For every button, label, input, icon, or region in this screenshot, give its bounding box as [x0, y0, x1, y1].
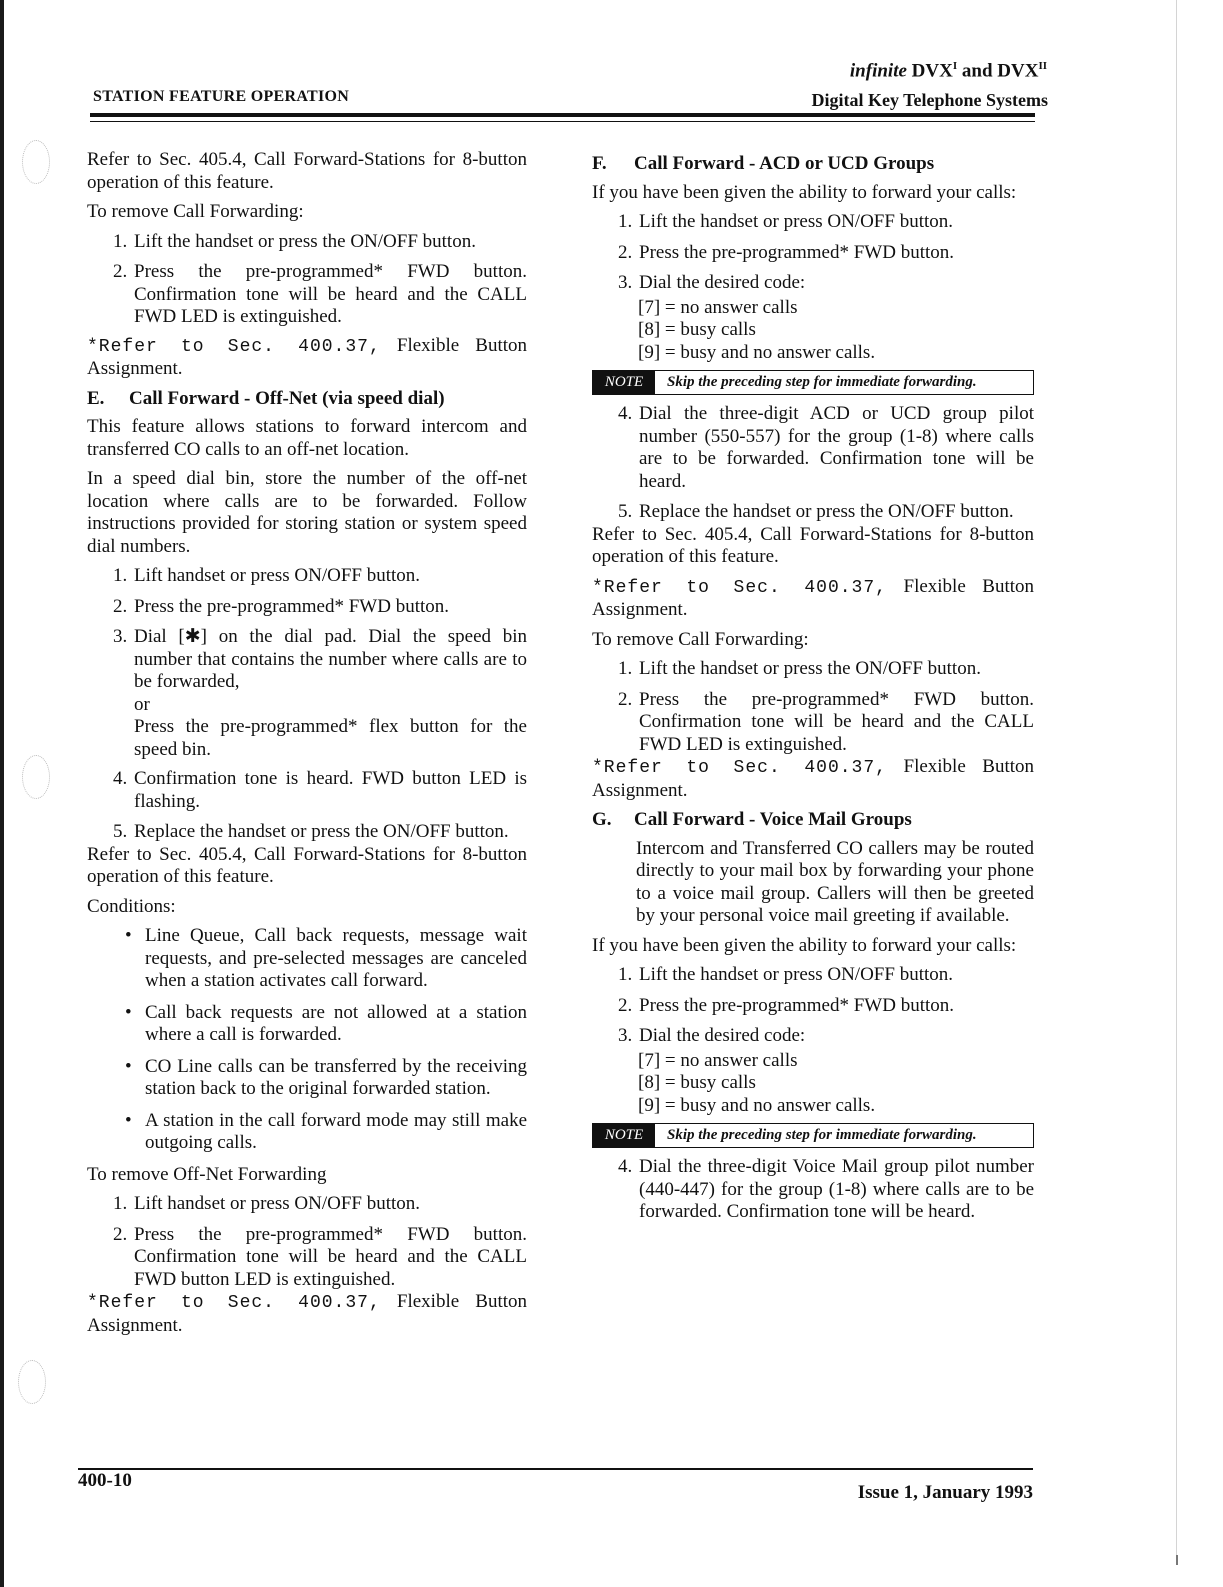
list-item: • Line Queue, Call back requests, message wait requests, and pre-selected messages are canceled when a station activates call forward. — [125, 925, 527, 991]
step-list — [87, 231, 527, 329]
list-item: 4. Dial the three-digit Voice Mail group pilot number (440-447) for the group (1-8) where calls are to be forwarded. Confirmation tone will be heard. — [618, 1156, 1034, 1222]
list-item: 1. Lift the handset or press the ON/OFF button. — [618, 658, 981, 679]
code-item: [7] = no answer calls — [638, 1049, 798, 1071]
or-label: or — [134, 693, 150, 715]
note-box — [592, 1123, 1034, 1148]
list-item: 3. Dial [✱] on the dial pad. Dial the speed bin number that contains the number where calls are to be forwarded, — [113, 626, 527, 692]
remove-heading: To remove Call Forwarding: — [592, 628, 809, 650]
code-item: [7] = no answer calls — [638, 296, 798, 318]
code-list — [592, 297, 1034, 365]
step-list — [87, 565, 527, 694]
paragraph: If you have been given the ability to forward your calls: — [592, 181, 1017, 203]
list-item: 3. Dial the desired code: — [618, 272, 806, 293]
list-item: 2. Press the pre-programmed* FWD button. Confirmation tone will be heard and the CALL FWD LED is extinguished. — [618, 688, 1034, 755]
list-item: 1. Lift the handset or press the ON/OFF button. — [113, 230, 476, 252]
reference-note: *Refer to Sec. 400.37, Flexible Button Assignment. — [592, 575, 1035, 620]
code-item: [8] = busy calls — [638, 319, 756, 340]
paragraph: Refer to Sec. 405.4, Call Forward-Stations for 8-button operation of this feature. — [87, 843, 527, 887]
scan-mark — [1176, 1555, 1178, 1565]
reference-note: *Refer to Sec. 400.37, Flexible Button Assignment. — [87, 334, 528, 379]
step-list — [592, 1156, 1034, 1224]
note-tag: NOTE — [593, 371, 655, 394]
list-item: 1. Lift the handset or press ON/OFF button. — [618, 211, 954, 232]
list-item: 1. Lift handset or press ON/OFF button. — [113, 1193, 421, 1214]
list-item: • A station in the call forward mode may still make outgoing calls. — [125, 1109, 527, 1153]
list-item: 3. Dial the desired code: — [618, 1025, 806, 1046]
code-list — [592, 1050, 1034, 1118]
model-sup-2: II — [1038, 60, 1047, 72]
bullet-icon: • — [125, 1109, 132, 1131]
brand-name: infinite — [849, 60, 907, 82]
paragraph: If you have been given the ability to forward your calls: — [592, 934, 1017, 956]
section-f-heading: F. Call Forward - ACD or UCD Groups — [592, 153, 935, 174]
note-text: Skip the preceding step for immediate forwarding. — [667, 374, 977, 390]
section-e-heading: E. Call Forward - Off-Net (via speed dial) — [87, 387, 445, 409]
product-title — [850, 60, 1047, 82]
step-list — [592, 658, 1034, 756]
bullet-icon: • — [125, 1055, 132, 1077]
paragraph: Intercom and Transferred CO callers may be routed directly to your mail box by forwarding your phone to a voice mail group. Callers will then be greeted by your personal voice mail greeting if available. — [636, 837, 1034, 926]
list-item: 5. Replace the handset or press the ON/OFF button. — [618, 501, 1014, 522]
step-list — [592, 211, 1034, 295]
list-item: • Call back requests are not allowed at a station where a call is forwarded. — [125, 1001, 527, 1045]
code-item: [8] = busy calls — [638, 1072, 756, 1093]
list-item: 2. Press the pre-programmed* FWD button. — [618, 241, 955, 263]
issue-date: Issue 1, January 1993 — [857, 1482, 1033, 1503]
list-item: 4. Confirmation tone is heard. FWD button LED is flashing. — [113, 768, 527, 812]
list-item: 2. Press the pre-programmed* FWD button. Confirmation tone will be heard and the CALL FWD button LED is extinguished. — [113, 1223, 527, 1290]
header-rule-thin — [90, 121, 1035, 122]
page-left-edge — [0, 0, 4, 1587]
footer-rule — [78, 1468, 1033, 1470]
model-sup-1: I — [952, 60, 958, 72]
section-g-heading: G. Call Forward - Voice Mail Groups — [592, 809, 912, 830]
remove-heading: To remove Off-Net Forwarding — [87, 1163, 327, 1185]
punch-hole-bottom — [18, 1360, 46, 1404]
reference-note: *Refer to Sec. 400.37, Flexible Button Assignment. — [592, 756, 1035, 801]
paragraph: Refer to Sec. 405.4, Call Forward-Stations for 8-button operation of this feature. — [592, 523, 1034, 567]
reference-note: *Refer to Sec. 400.37, Flexible Button Assignment. — [87, 1291, 528, 1336]
list-item: 2. Press the pre-programmed* FWD button. Confirmation tone will be heard and the CALL FWD LED is extinguished. — [113, 261, 527, 327]
note-tag: NOTE — [593, 1124, 655, 1147]
note-text: Skip the preceding step for immediate forwarding. — [667, 1127, 977, 1143]
section-header: STATION FEATURE OPERATION — [93, 88, 350, 105]
paragraph: Refer to Sec. 405.4, Call Forward-Stations for 8-button operation of this feature. — [87, 149, 527, 193]
list-item: 5. Replace the handset or press the ON/OFF button. — [113, 821, 509, 842]
page-number: 400-10 — [78, 1470, 132, 1491]
note-box — [592, 370, 1034, 395]
header-rule — [90, 113, 1035, 117]
list-item: 1. Lift the handset or press ON/OFF button. — [618, 964, 954, 985]
model-name: DVX — [911, 60, 953, 82]
right-column — [592, 149, 1034, 1232]
list-item: 4. Dial the three-digit ACD or UCD group pilot number (550-557) for the group (1-8) where calls are to be forwarded. Confirmation tone will be heard. — [618, 403, 1034, 492]
list-item: 1. Lift handset or press ON/OFF button. — [113, 565, 421, 586]
conditions-heading: Conditions: — [87, 895, 176, 917]
product-subtitle: Digital Key Telephone Systems — [811, 90, 1048, 110]
bullet-icon: • — [125, 1001, 132, 1023]
punch-hole-middle — [22, 755, 50, 799]
list-item: 2. Press the pre-programmed* FWD button. — [113, 595, 450, 617]
model-and: and DVX — [961, 60, 1039, 82]
remove-heading: To remove Call Forwarding: — [87, 201, 304, 222]
list-item: • CO Line calls can be transferred by the receiving station back to the original forwarded station. — [125, 1055, 527, 1099]
code-item: [9] = busy and no answer calls. — [638, 1094, 876, 1116]
step-list — [592, 403, 1034, 524]
conditions-list — [87, 925, 527, 1155]
left-column — [87, 149, 527, 1344]
paragraph: In a speed dial bin, store the number of the off-net location where calls are to be forwarded. Follow instructions provided for storing station or system speed dial numbers. — [87, 468, 527, 557]
code-item: [9] = busy and no answer calls. — [638, 341, 876, 363]
page-right-edge — [1176, 0, 1177, 1560]
punch-hole-top — [22, 140, 50, 184]
step-list — [87, 1193, 527, 1291]
bullet-icon: • — [125, 925, 132, 946]
or-text: Press the pre-programmed* flex button for the speed bin. — [134, 716, 527, 760]
step-list — [592, 964, 1034, 1048]
paragraph: This feature allows stations to forward intercom and transferred CO calls to an off-net location. — [87, 416, 527, 460]
list-item: 2. Press the pre-programmed* FWD button. — [618, 994, 955, 1016]
step-list — [87, 768, 527, 844]
